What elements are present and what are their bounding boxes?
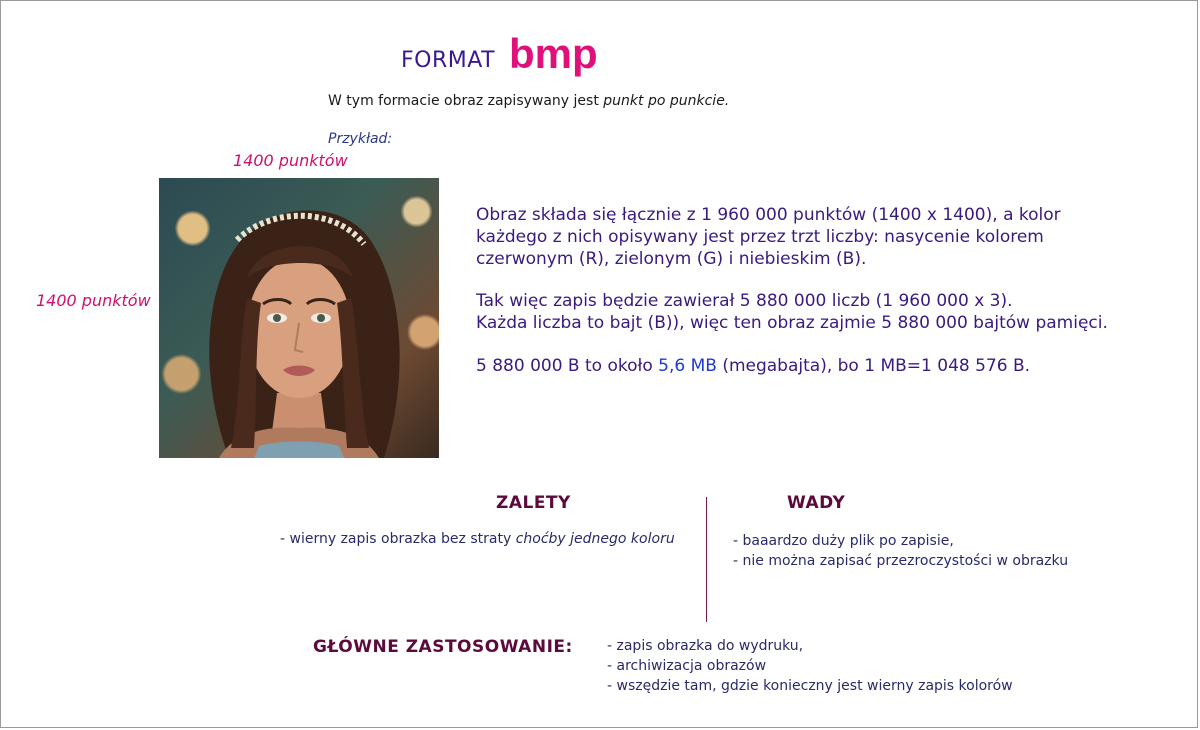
size-text-after: (megabajta), bo 1 MB=1 048 576 B.	[716, 356, 1031, 376]
height-dimension-label: 1400 punktów	[36, 291, 151, 310]
main-use-heading: GŁÓWNE ZASTOSOWANIE:	[313, 637, 573, 657]
main-use-item: - wszędzie tam, gdzie konieczny jest wierny zapis kolorów	[607, 678, 1013, 694]
description-line: Każda liczba to bajt (B)), więc ten obraz zajmie 5 880 000 bajtów pamięci.	[476, 313, 1108, 333]
main-use-item: - zapis obrazka do wydruku,	[607, 638, 804, 654]
size-text-before: 5 880 000 B to około	[476, 356, 659, 376]
portrait-illustration	[159, 178, 439, 458]
pros-item-text: - wierny zapis obrazka bez straty	[280, 531, 516, 547]
example-label: Przykład:	[328, 131, 393, 147]
description-line: czerwonym (R), zielonym (G) i niebieskim (B).	[476, 249, 867, 269]
format-name-title: bmp	[509, 30, 598, 77]
cons-heading: WADY	[787, 493, 846, 513]
pros-heading: ZALETY	[496, 493, 571, 513]
width-dimension-label: 1400 punktów	[233, 151, 348, 170]
size-highlight: 5,6 MB	[658, 356, 717, 376]
main-use-item: - archiwizacja obrazów	[607, 658, 767, 674]
description-line: Tak więc zapis będzie zawierał 5 880 000 liczb (1 960 000 x 3).	[476, 291, 1013, 311]
description-paragraph-1	[476, 204, 1061, 270]
intro-text	[328, 93, 729, 109]
example-portrait-image	[159, 178, 439, 458]
cons-list	[733, 531, 1068, 571]
description-line: każdego z nich opisywany jest przez trzt liczby: nasycenie kolorem	[476, 227, 1044, 247]
description-paragraph-2	[476, 290, 1108, 334]
description-paragraph-3	[476, 355, 1030, 377]
pros-item-emphasis: choćby jednego koloru	[515, 531, 675, 547]
cons-item: - baaardzo duży plik po zapisie,	[733, 533, 954, 549]
description-line: Obraz składa się łącznie z 1 960 000 punktów (1400 x 1400), a kolor	[476, 205, 1061, 225]
intro-emphasis: punkt po punkcie.	[603, 93, 730, 109]
main-use-list	[607, 636, 1013, 696]
pros-item	[280, 531, 675, 547]
format-label: FORMAT	[401, 48, 496, 73]
intro-plain: W tym formacie obraz zapisywany jest	[328, 93, 604, 109]
cons-item: - nie można zapisać przezroczystości w obrazku	[733, 553, 1069, 569]
pros-cons-divider	[706, 497, 707, 622]
